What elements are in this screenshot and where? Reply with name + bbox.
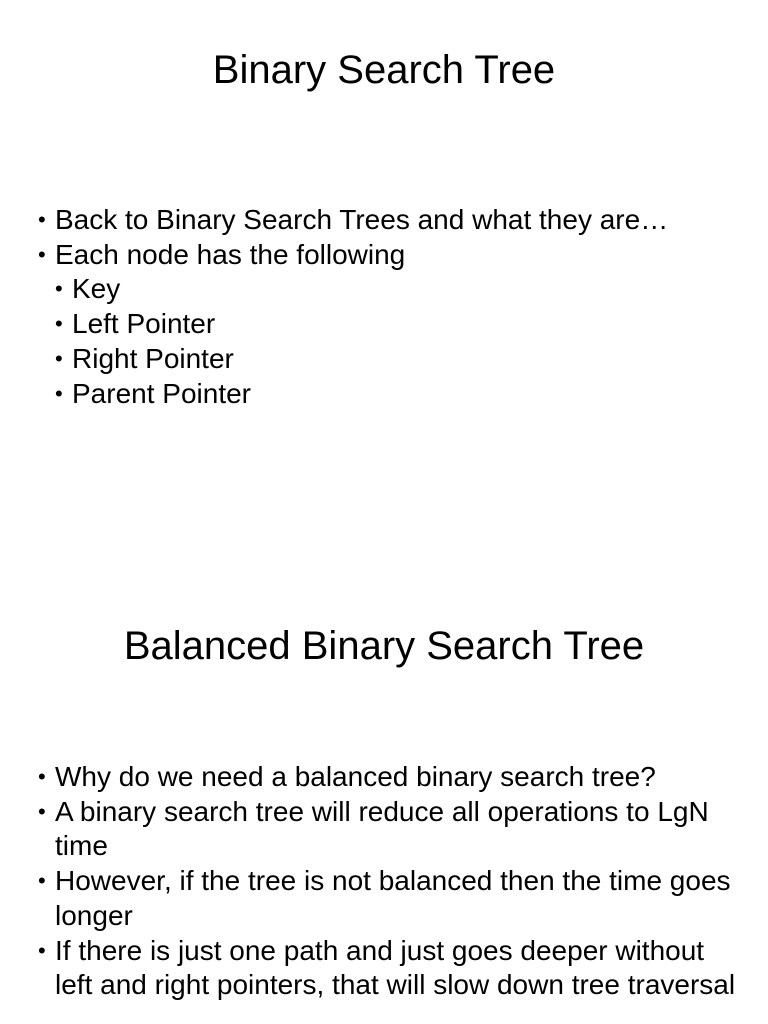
bullet-dot-icon: •	[55, 380, 63, 406]
bullet-text: Right Pointer	[72, 342, 234, 374]
bullet-dot-icon: •	[38, 937, 46, 963]
bullet-dot-icon: •	[38, 764, 46, 789]
bullet-text: Why do we need a balanced binary search tree?	[55, 761, 656, 792]
bullet-text: However, if the tree is not balanced then the time goes longer	[55, 865, 731, 931]
bullet-text: Back to Binary Search Trees and what they are…	[55, 204, 669, 235]
bullet-dot-icon: •	[55, 345, 63, 371]
sub-bullet-item	[55, 342, 738, 377]
bullet-item	[38, 238, 738, 273]
bullet-dot-icon: •	[38, 798, 46, 824]
bullet-dot-icon: •	[38, 241, 46, 267]
slide-balanced-binary-search-tree	[0, 576, 768, 1024]
bullet-dot-icon: •	[55, 276, 63, 302]
bullet-list	[38, 760, 738, 1003]
sub-bullet-item	[55, 272, 738, 307]
bullet-item	[38, 203, 738, 238]
bullet-dot-icon: •	[38, 868, 46, 894]
slide-title: Balanced Binary Search Tree	[123, 624, 645, 668]
bullet-text: Left Pointer	[72, 308, 216, 340]
bullet-dot-icon: •	[55, 311, 63, 337]
bullet-list	[38, 203, 738, 411]
bullet-text: Each node has the following	[55, 238, 406, 270]
bullet-item	[38, 795, 738, 864]
bullet-text: A binary search tree will reduce all operations to LgN time	[55, 795, 709, 862]
bullet-dot-icon: •	[38, 207, 46, 232]
bullet-text: If there is just one path and just goes deeper without left and right pointers, that will slow down tree traversal	[55, 934, 736, 1001]
sub-bullet-item	[55, 307, 738, 342]
bullet-text: Parent Pointer	[72, 377, 251, 409]
bullet-item	[38, 760, 738, 795]
bullet-text: Key	[72, 273, 121, 305]
bullet-item	[38, 864, 738, 933]
sub-bullet-item	[55, 377, 738, 412]
bullet-item	[38, 934, 738, 1003]
slide-title: Binary Search Tree	[212, 48, 556, 92]
